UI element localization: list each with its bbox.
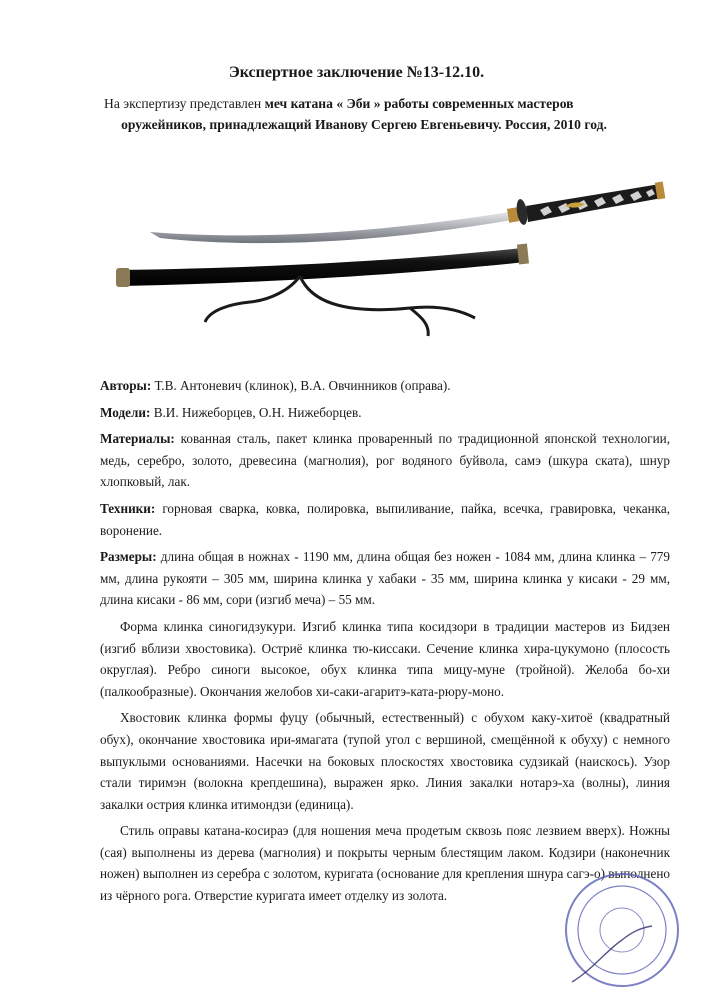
materials-line: Материалы: кованная сталь, пакет клинка проваренный по традиционной японской технологии, медь, серебро, золото, древесина (магнолия), рог водяного буйвола, самэ (шкура ската), шнур хлопковый, лак. bbox=[100, 431, 670, 490]
mounting-description: Стиль оправы катана-косираэ (для ношения меча продетым сквозь пояс лезвием вверх). Ножны (сая) выполнены из дерева (магнолия) и покрыты черным блестящим лаком. Кодзири (наконечник ножен) выполнен из серебра с золотом, куригата (основание для крепления шнура сагэ-о) выполнено из чёрного рога. Отверстие куригата имеет отделку из золота. bbox=[100, 823, 670, 904]
scabbard bbox=[120, 248, 526, 286]
handle bbox=[526, 184, 662, 222]
intro-line-2: оружейников, принадлежащий Иванову Сергею Евгеньевичу. Россия, 2010 год. bbox=[121, 117, 607, 132]
tang-description: Хвостовик клинка формы фуцу (обычный, естественный) с обухом каку-хитоё (квадратный обух), окончание хвостовика ири-ямагата (тупой угол с вершиной, смещённой к обуху) с немного выпуклыми основаниями. Насечки на боковых плоскостях хвостовика судзикай (наискось). Узор стали тиримэн (волокна крепдешина), выражен ярко. Линия закалки нотарэ-ха (волны), линия закалки острия клинка итимондзи (единица). bbox=[100, 710, 670, 812]
intro-bold: меч катана « Эби » работы современных мастеров bbox=[264, 96, 574, 111]
sageo-cord bbox=[205, 276, 475, 336]
models-line: Модели: В.И. Нижеборцев, О.Н. Нижеборцев. bbox=[100, 404, 362, 420]
koiguchi bbox=[517, 244, 529, 265]
document-title: Экспертное заключение №13-12.10. bbox=[228, 64, 485, 81]
kojiri bbox=[116, 268, 130, 287]
document-body bbox=[100, 375, 670, 912]
blade bbox=[150, 212, 512, 243]
intro-text: На экспертизу представлен bbox=[104, 96, 265, 111]
intro-paragraph bbox=[104, 93, 664, 135]
sizes-line: Размеры: длина общая в ножнах - 1190 мм, длина общая без ножен - 1084 мм, длина клинка – 779 мм, длина рукояти – 305 мм, ширина клинка у хабаки - 35 мм, ширина клинка у кисаки - 29 мм, длина кисаки - 86 мм, сори (изгиб меча) – 55 мм. bbox=[100, 549, 670, 608]
blade-description: Форма клинка синогидзукури. Изгиб клинка типа косидзори в традиции мастеров из Бидзен (изгиб вблизи хвостовика). Остриё клинка тю-киссаки. Сечение клинка хира-цукумоно (плосость округлая). Ребро синоги высокое, обух клинка типа мицу-муне (тройной). Желоба бо-хи (палкообразные). Окончания желобов хи-саки-агаритэ-ката-рюру-моно. bbox=[100, 618, 670, 699]
authors-line: Авторы: Т.В. Антоневич (клинок), В.А. Овчинников (оправа). bbox=[100, 378, 451, 393]
techniques-line: Техники: горновая сварка, ковка, полировка, выпиливание, пайка, всечка, гравировка, чеканка, воронение. bbox=[100, 500, 670, 538]
expert-seal-stamp bbox=[562, 870, 682, 990]
katana-photo bbox=[110, 140, 670, 365]
